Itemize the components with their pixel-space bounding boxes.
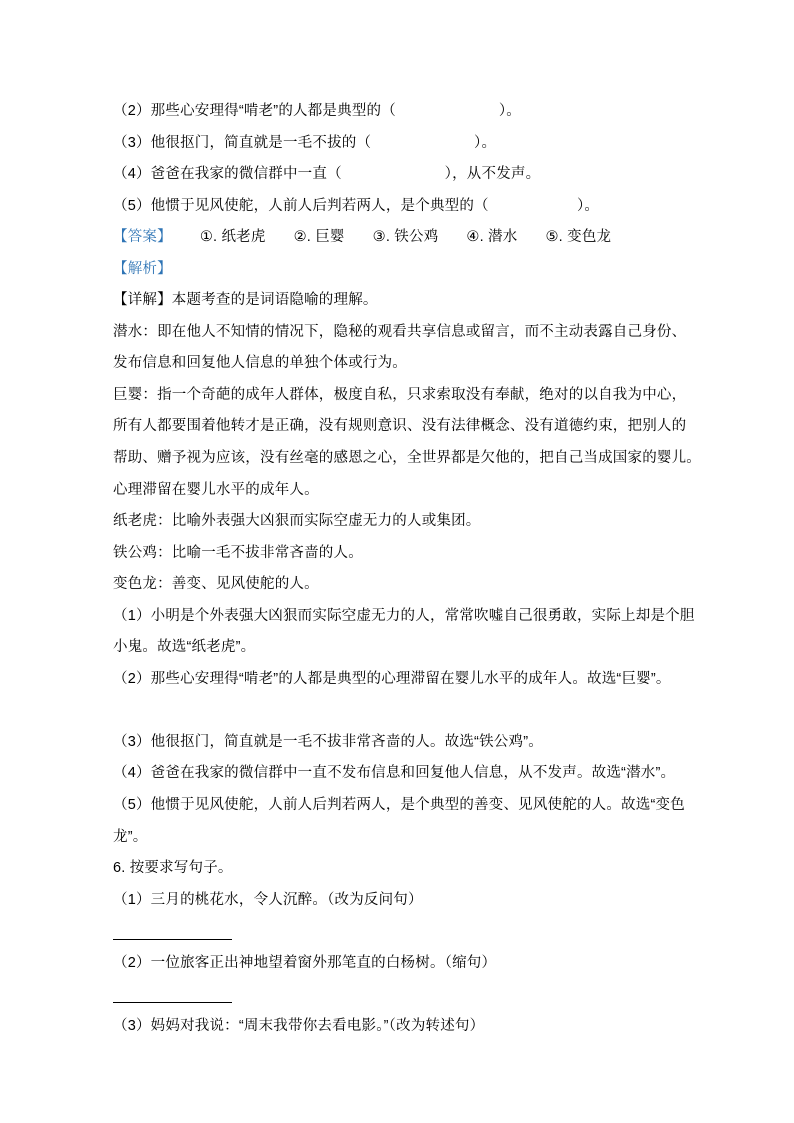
answer-item: ②. 巨婴 <box>293 229 345 246</box>
explanation-line: （2）那些心安理得“啃老”的人都是典型的心理滞留在婴儿水平的成年人。故选“巨婴”。 <box>113 670 671 687</box>
question-line: （3）他很抠门，简直就是一毛不拔的（ ）。 <box>113 134 497 151</box>
detail-line: 【详解】本题考查的是词语隐喻的理解。 <box>113 292 378 309</box>
answer-item: ⑤. 变色龙 <box>545 229 612 246</box>
answer-line <box>113 222 683 254</box>
answer-blank-line <box>113 979 232 1003</box>
question-line: （5）他惯于见风使舵，人前人后判若两人，是个典型的（ ）。 <box>113 197 600 214</box>
definition-line: 潜水：即在他人不知情的情况下，隐秘的观看共享信息或留言，而不主动表露自己身份、 <box>113 323 687 340</box>
answer-label: 【答案】 <box>113 229 172 246</box>
sub-question-line: （2）一位旅客正出神地望着窗外那笔直的白杨树。（缩句） <box>113 954 497 971</box>
explanation-line: 小鬼。故选“纸老虎”。 <box>113 639 256 656</box>
definition-line: 心理滞留在婴儿水平的成年人。 <box>113 481 319 498</box>
blank-line <box>113 695 683 727</box>
analysis-label <box>113 254 683 286</box>
answer-item: ③. 铁公鸡 <box>372 229 439 246</box>
definition-line: 发布信息和回复他人信息的单独个体或行为。 <box>113 355 407 372</box>
definition-line: 帮助、赠予视为应该，没有丝毫的感恩之心，全世界都是欠他的，把自己当成国家的婴儿。 <box>113 450 701 467</box>
definition-line: 巨婴：指一个奇葩的成年人群体，极度自私，只求索取没有奉献，绝对的以自我为中心， <box>113 386 687 403</box>
sub-question-line: （3）妈妈对我说：“周末我带你去看电影。”（改为转述句） <box>113 1017 485 1034</box>
explanation-line: （3）他很抠门，简直就是一毛不拔非常吝啬的人。故选“铁公鸡”。 <box>113 733 543 750</box>
explanation-line: 龙”。 <box>113 828 148 845</box>
question-line: （2）那些心安理得“啃老”的人都是典型的（ ）。 <box>113 103 521 119</box>
definition-line: 所有人都要围着他转才是正确，没有规则意识、没有法律概念、没有道德约束，把别人的 <box>113 418 687 435</box>
question-line: （4）爸爸在我家的微信群中一直（ ），从不发声。 <box>113 166 541 183</box>
explanation-line: （4）爸爸在我家的微信群中一直不发布信息和回复他人信息，从不发声。故选“潜水”。 <box>113 765 676 782</box>
analysis-label: 【解析】 <box>113 260 172 277</box>
answer-item: ④. 潜水 <box>466 229 518 246</box>
definition-line: 铁公鸡：比喻一毛不拔非常吝啬的人。 <box>113 544 363 561</box>
sub-question-line: （1）三月的桃花水，令人沉醉。（改为反问句） <box>113 891 423 908</box>
answer-blank-line <box>113 916 683 948</box>
definition-line: 变色龙：善变、见风使舵的人。 <box>113 576 319 593</box>
section-heading: 6. 按要求写句子。 <box>113 860 233 877</box>
document-body <box>113 96 701 1042</box>
answer-blank-line <box>113 979 683 1011</box>
definition-line: 纸老虎：比喻外表强大凶狠而实际空虚无力的人或集团。 <box>113 513 481 530</box>
explanation-line: （5）他惯于见风使舵，人前人后判若两人，是个典型的善变、见风使舵的人。故选“变色 <box>113 797 685 814</box>
answer-blank-line <box>113 916 232 940</box>
explanation-line: （1）小明是个外表强大凶狠而实际空虚无力的人，常常吹嘘自己很勇敢，实际上却是个胆 <box>113 607 695 624</box>
answer-item: ①. 纸老虎 <box>199 229 266 246</box>
